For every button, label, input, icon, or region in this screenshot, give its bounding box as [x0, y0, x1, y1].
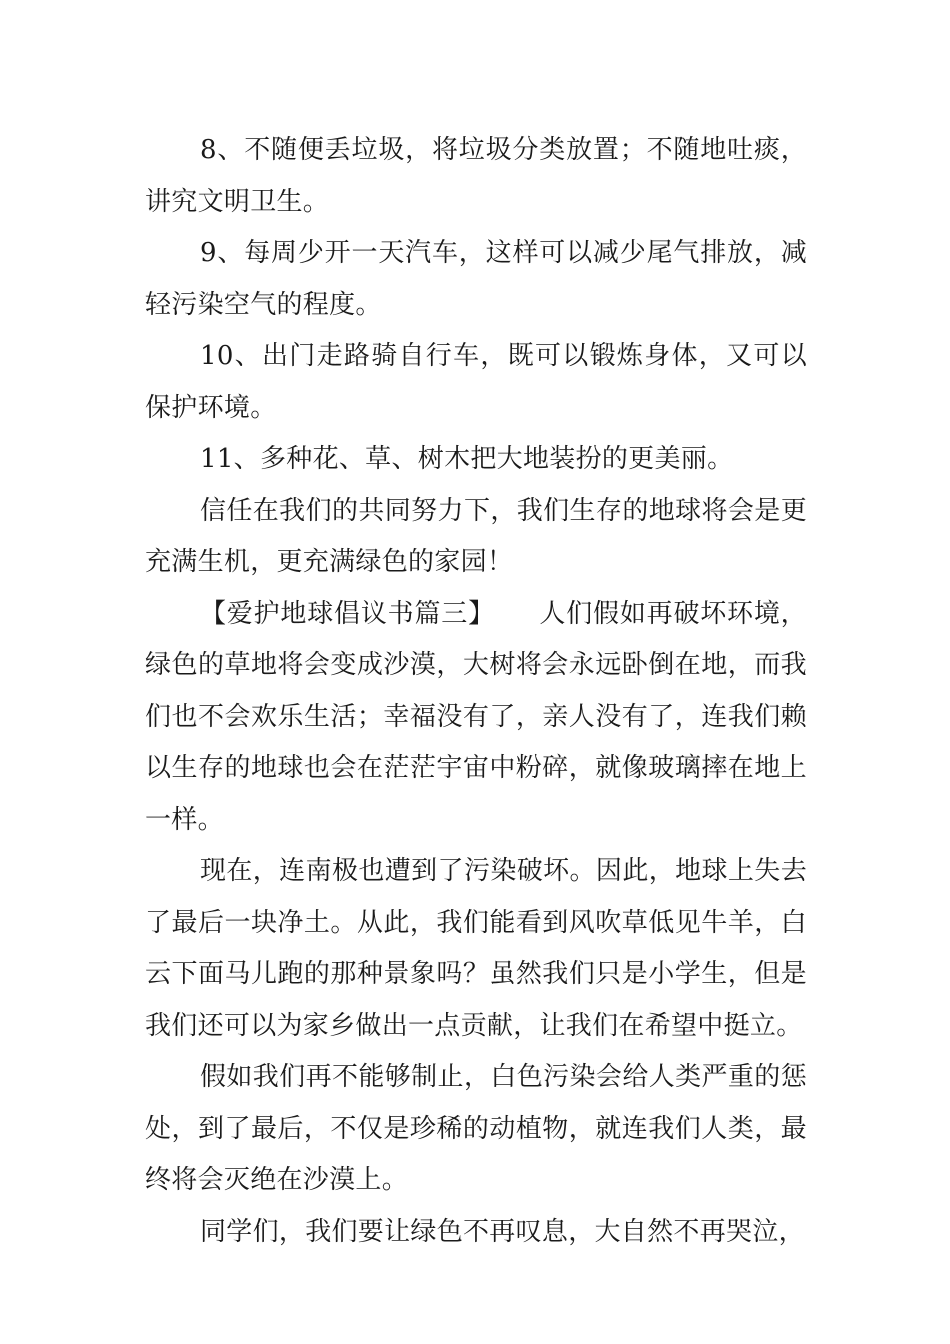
paragraph-item-11: 11、多种花、草、树木把大地装扮的更美丽。 — [200, 444, 734, 474]
section-first-paragraph: 人们假如再破坏环境，绿色的草地将会变成沙漠，大树将会永远卧倒在地，而我们也不会欢乐生活；幸福没有了，亲人没有了，连我们赖以生存的地球也会在茫茫宇宙中粉碎，就像玻璃摔在地上一样。 — [145, 598, 807, 835]
paragraph-item-8: 8、不随便丢垃圾，将垃圾分类放置；不随地吐痰，讲究文明卫生。 — [145, 135, 807, 217]
section-heading: 【爱护地球倡议书篇三】 — [200, 598, 495, 629]
paragraph-item-9: 9、每周少开一天汽车，这样可以减少尾气排放，减轻污染空气的程度。 — [145, 238, 807, 320]
paragraph-south-pole: 现在，连南极也遭到了污染破坏。因此，地球上失去了最后一块净土。从此，我们能看到风吹草低见牛羊，白云下面马儿跑的那种景象吗？虽然我们只是小学生，但是我们还可以为家乡做出一点贡献，让我们在希望中挺立。 — [145, 856, 807, 1041]
paragraph-closing: 信任在我们的共同努力下，我们生存的地球将会是更充满生机，更充满绿色的家园！ — [145, 495, 807, 577]
document-body — [145, 125, 807, 1258]
paragraph-classmates: 同学们，我们要让绿色不再叹息，大自然不再哭泣， — [200, 1216, 805, 1247]
paragraph-item-10: 10、出门走路骑自行车，既可以锻炼身体，又可以保护环境。 — [145, 341, 807, 423]
section-paragraph — [145, 589, 807, 847]
paragraph-white-pollution: 假如我们再不能够制止，白色污染会给人类严重的惩处，到了最后，不仅是珍稀的动植物，就连我们人类，最终将会灭绝在沙漠上。 — [145, 1062, 807, 1195]
